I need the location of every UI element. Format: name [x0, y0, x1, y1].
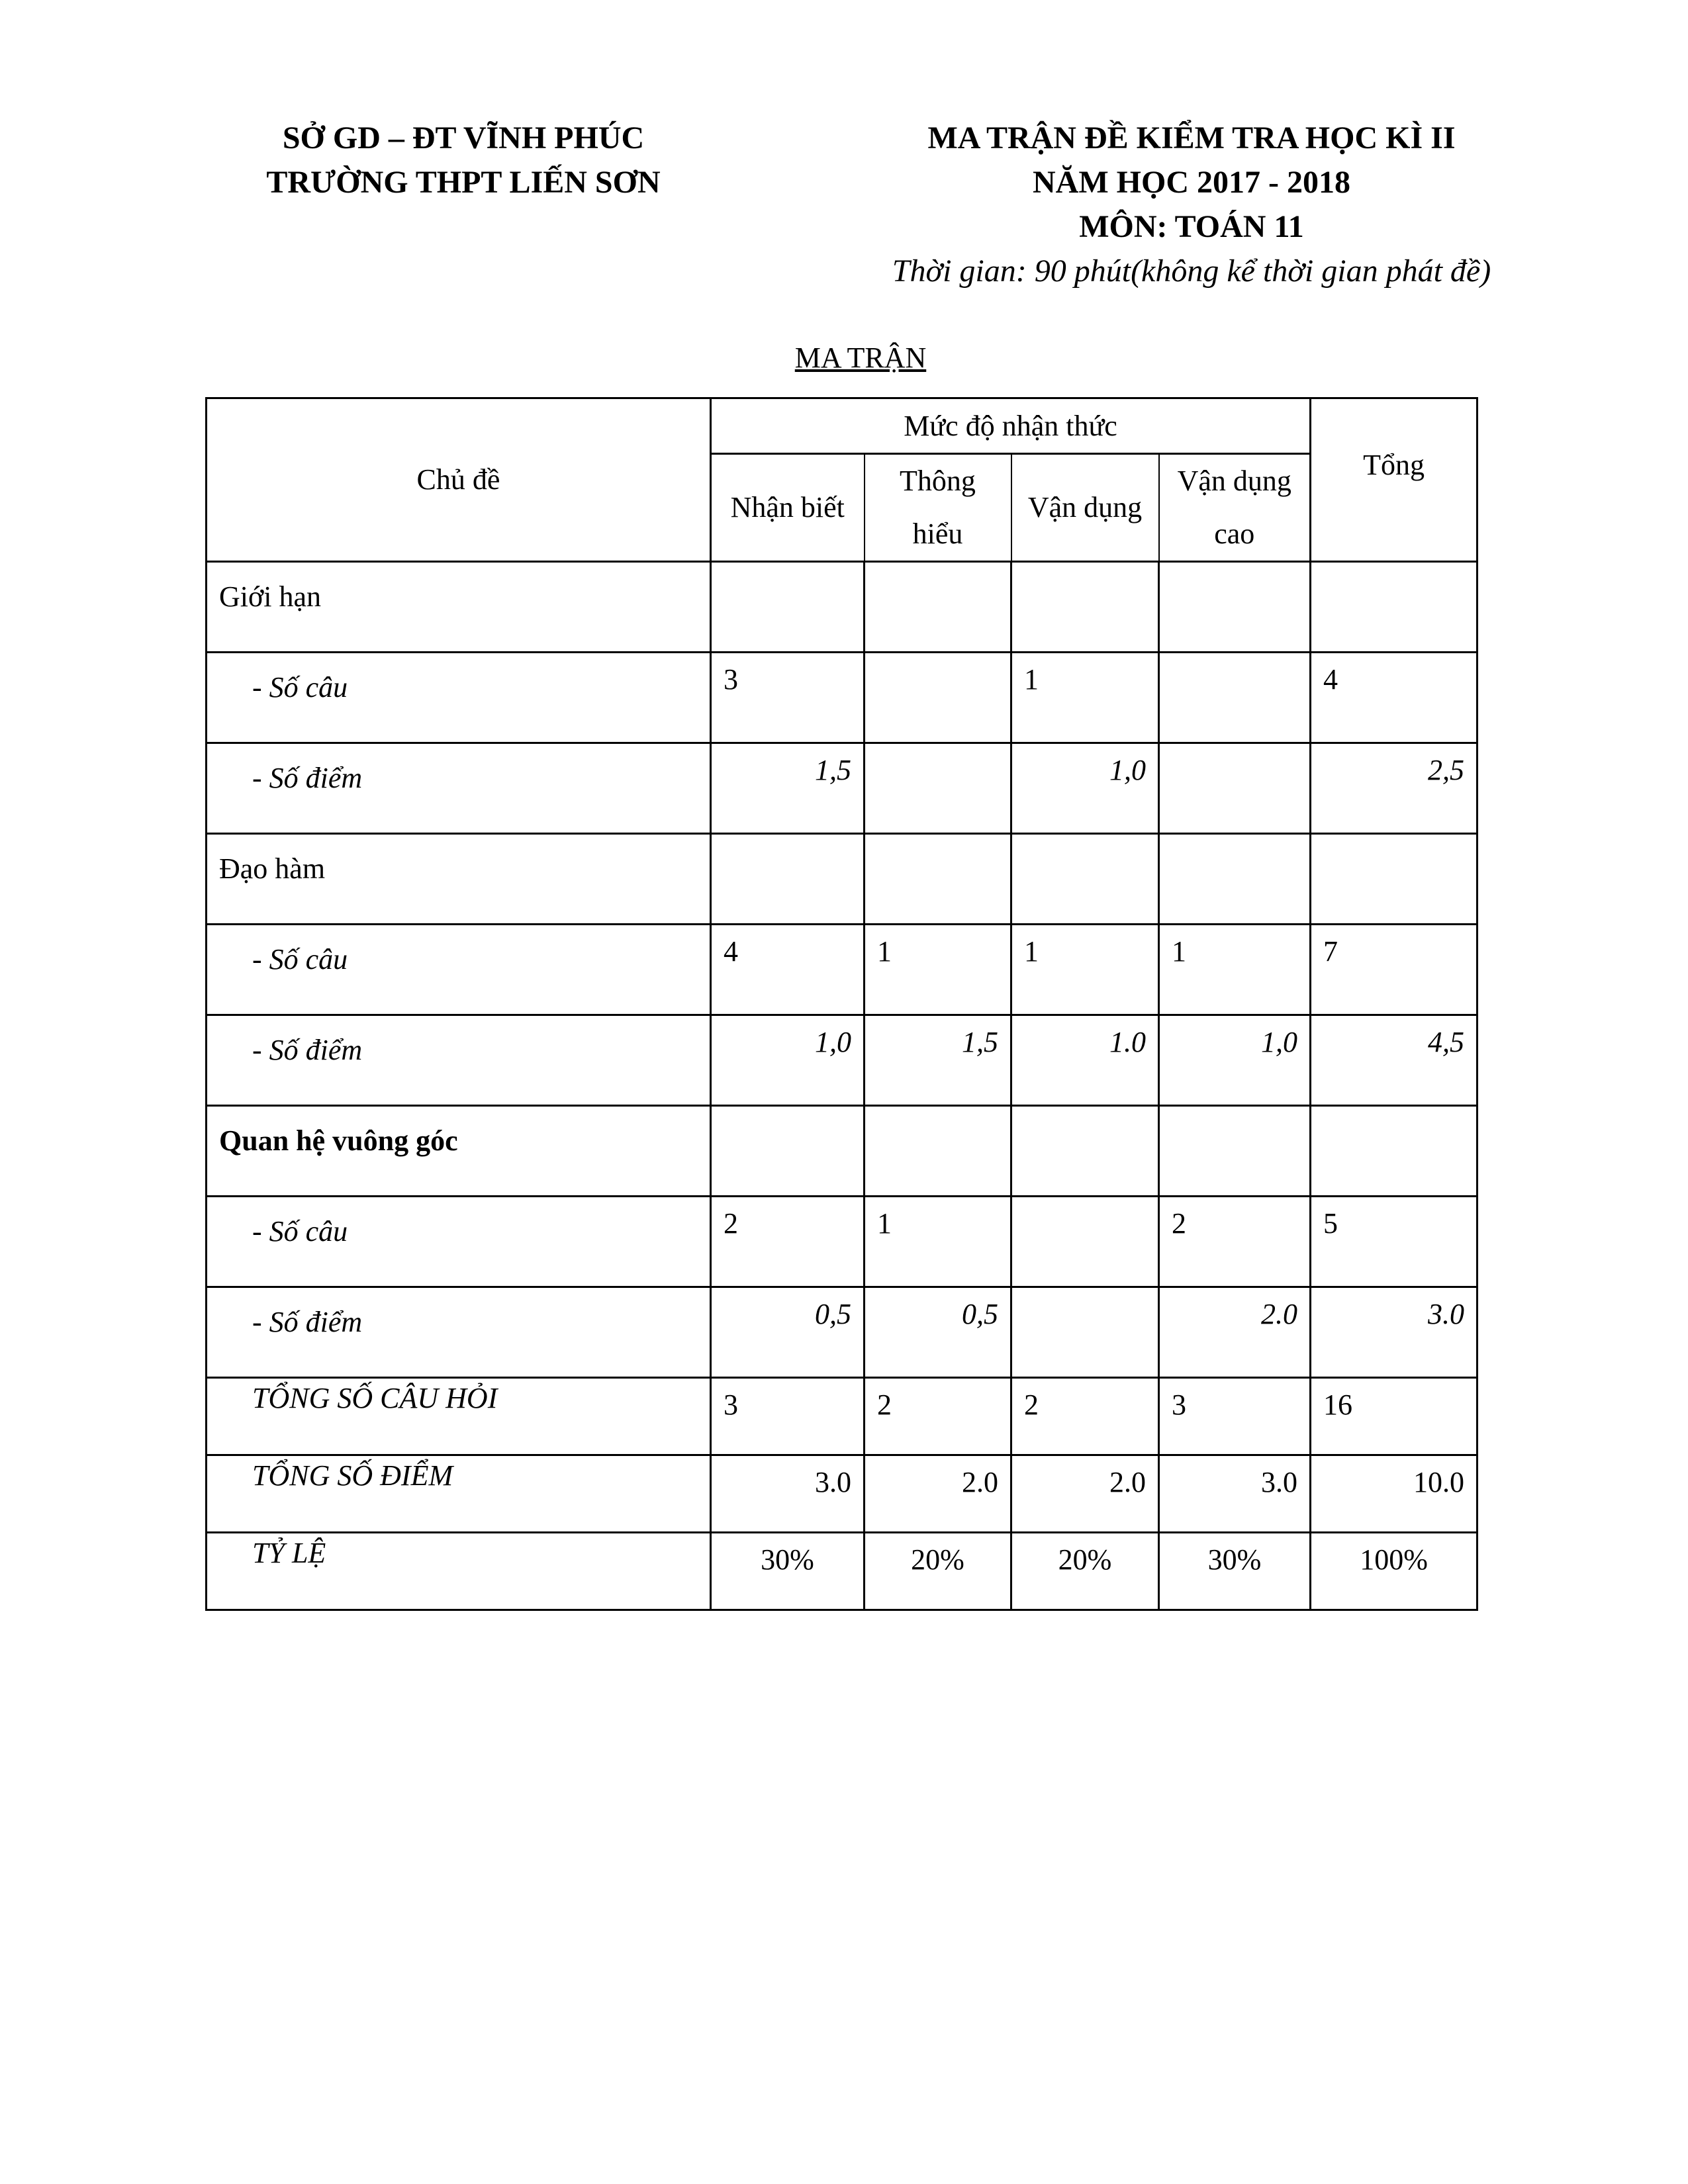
- count-cell: 2: [1159, 1197, 1311, 1287]
- score-cell: 1,0: [1159, 1015, 1311, 1106]
- table-row: [207, 1015, 1477, 1106]
- score-cell: 1.0: [1011, 1015, 1159, 1106]
- exam-duration: Thời gian: 90 phút(không kể thời gian phát đề): [892, 253, 1491, 289]
- empty-cell: [1159, 834, 1311, 925]
- empty-cell: [1311, 834, 1477, 925]
- level-header-4: Vận dụng cao: [1159, 454, 1311, 562]
- empty-cell: [1159, 1106, 1311, 1197]
- total-cell: 3: [1159, 1378, 1311, 1455]
- empty-cell: [1311, 562, 1477, 653]
- empty-cell: [1311, 1106, 1477, 1197]
- empty-cell: [1011, 834, 1159, 925]
- score-cell: 1,5: [865, 1015, 1011, 1106]
- count-cell: [1011, 1197, 1159, 1287]
- exam-title: MA TRẬN ĐỀ KIỂM TRA HỌC KÌ II: [927, 120, 1456, 156]
- score-cell: 1,0: [1011, 743, 1159, 834]
- score-label: - Số điểm: [207, 1287, 711, 1378]
- table-row: [207, 834, 1477, 925]
- total-header: Tổng: [1311, 398, 1477, 562]
- empty-cell: [865, 562, 1011, 653]
- table-row: [207, 1106, 1477, 1197]
- empty-cell: [711, 834, 865, 925]
- score-cell: 3.0: [1311, 1287, 1477, 1378]
- topic-name: Giới hạn: [207, 562, 711, 653]
- table-row: [207, 1287, 1477, 1378]
- score-cell: [1159, 743, 1311, 834]
- count-cell: 1: [1159, 925, 1311, 1015]
- total-cell: 2: [1011, 1378, 1159, 1455]
- score-cell: [1011, 1287, 1159, 1378]
- school-header: [199, 116, 728, 205]
- count-label: - Số câu: [207, 653, 711, 743]
- table-row: [207, 1533, 1477, 1610]
- score-cell: [865, 743, 1011, 834]
- score-cell: 0,5: [865, 1287, 1011, 1378]
- topic-name: Đạo hàm: [207, 834, 711, 925]
- total-label: TỶ LỆ: [207, 1533, 711, 1610]
- count-cell: [865, 653, 1011, 743]
- count-cell: 7: [1311, 925, 1477, 1015]
- score-cell: 1,5: [711, 743, 865, 834]
- count-cell: 1: [1011, 925, 1159, 1015]
- matrix-table: [205, 397, 1478, 1611]
- total-cell: 10.0: [1311, 1455, 1477, 1533]
- total-cell: 3.0: [1159, 1455, 1311, 1533]
- total-cell: 3: [711, 1378, 865, 1455]
- level-header-3: Vận dụng: [1011, 454, 1159, 562]
- count-cell: 3: [711, 653, 865, 743]
- score-cell: 4,5: [1311, 1015, 1477, 1106]
- count-cell: 4: [1311, 653, 1477, 743]
- table-row: [207, 653, 1477, 743]
- score-cell: 0,5: [711, 1287, 865, 1378]
- empty-cell: [1011, 562, 1159, 653]
- total-cell: 16: [1311, 1378, 1477, 1455]
- table-row: [207, 1197, 1477, 1287]
- total-cell: 2: [865, 1378, 1011, 1455]
- table-row: [207, 743, 1477, 834]
- exam-header: [861, 116, 1523, 293]
- score-cell: 2.0: [1159, 1287, 1311, 1378]
- empty-cell: [711, 1106, 865, 1197]
- count-cell: 4: [711, 925, 865, 1015]
- count-cell: 5: [1311, 1197, 1477, 1287]
- score-cell: 1,0: [711, 1015, 865, 1106]
- school-year: NĂM HỌC 2017 - 2018: [1033, 165, 1350, 200]
- count-cell: [1159, 653, 1311, 743]
- total-cell: 100%: [1311, 1533, 1477, 1610]
- count-cell: 1: [1011, 653, 1159, 743]
- score-label: - Số điểm: [207, 743, 711, 834]
- score-label: - Số điểm: [207, 1015, 711, 1106]
- level-header-2: Thông hiểu: [865, 454, 1011, 562]
- total-label: TỔNG SỐ CÂU HỎI: [207, 1378, 711, 1455]
- total-cell: 20%: [1011, 1533, 1159, 1610]
- count-cell: 2: [711, 1197, 865, 1287]
- empty-cell: [865, 834, 1011, 925]
- table-row: [207, 1455, 1477, 1533]
- empty-cell: [711, 562, 865, 653]
- count-label: - Số câu: [207, 925, 711, 1015]
- table-row: [207, 1378, 1477, 1455]
- section-title: MA TRẬN: [794, 341, 927, 374]
- school-name: TRƯỜNG THPT LIẾN SƠN: [266, 165, 661, 200]
- topic-name: Quan hệ vuông góc: [207, 1106, 711, 1197]
- total-cell: 2.0: [1011, 1455, 1159, 1533]
- total-label: TỔNG SỐ ĐIỂM: [207, 1455, 711, 1533]
- level-header: Mức độ nhận thức: [711, 398, 1311, 454]
- total-cell: 3.0: [711, 1455, 865, 1533]
- score-cell: 2,5: [1311, 743, 1477, 834]
- total-cell: 30%: [1159, 1533, 1311, 1610]
- count-label: - Số câu: [207, 1197, 711, 1287]
- count-cell: 1: [865, 1197, 1011, 1287]
- empty-cell: [865, 1106, 1011, 1197]
- empty-cell: [1011, 1106, 1159, 1197]
- total-cell: 2.0: [865, 1455, 1011, 1533]
- department-name: SỞ GD – ĐT VĨNH PHÚC: [282, 120, 645, 156]
- level-header-1: Nhận biết: [711, 454, 865, 562]
- total-cell: 20%: [865, 1533, 1011, 1610]
- topic-header: Chủ đề: [207, 398, 711, 562]
- table-row: [207, 925, 1477, 1015]
- subject: MÔN: TOÁN 11: [1079, 209, 1304, 244]
- count-cell: 1: [865, 925, 1011, 1015]
- empty-cell: [1159, 562, 1311, 653]
- total-cell: 30%: [711, 1533, 865, 1610]
- table-row: [207, 562, 1477, 653]
